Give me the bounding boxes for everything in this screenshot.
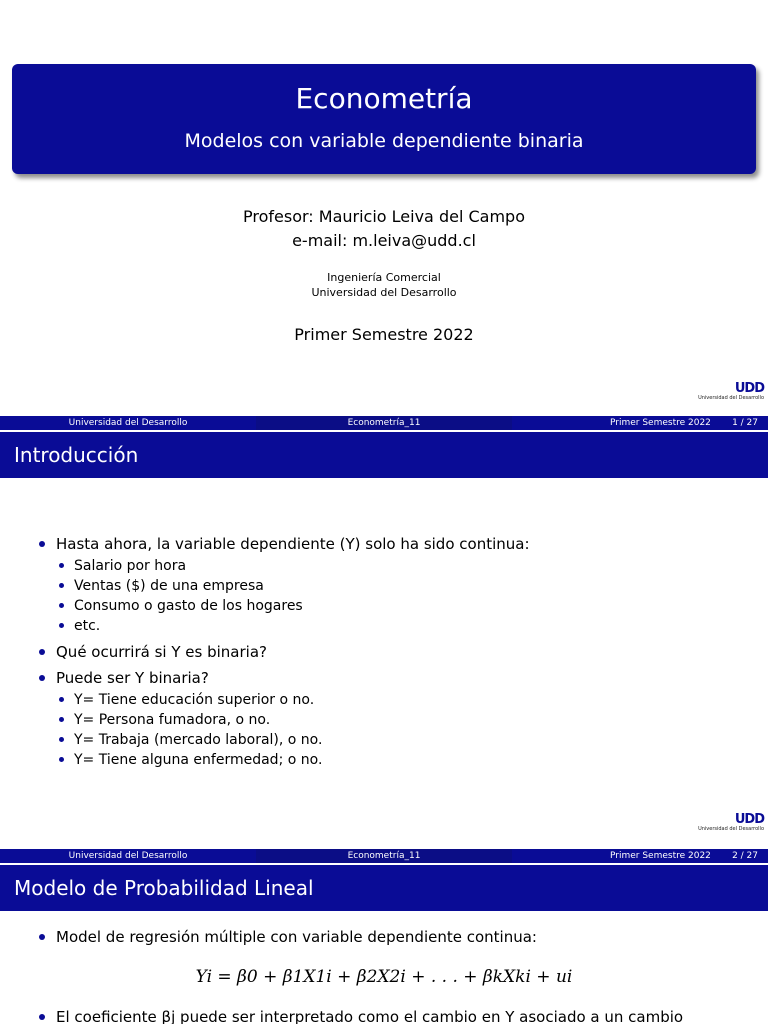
bullet-list: [36, 927, 537, 953]
date: Primer Semestre 2022: [294, 325, 474, 344]
bullet-list: [36, 534, 530, 776]
bullet-text: Hasta ahora, la variable dependiente (Y) solo ha sido continua:: [56, 535, 530, 553]
logo-text: Universidad del Desarrollo: [698, 826, 764, 832]
footer-right: [512, 849, 768, 863]
list-item: Ventas ($) de una empresa: [56, 576, 530, 596]
program: Ingeniería Comercial: [327, 271, 441, 284]
list-item: Y= Tiene alguna enfermedad; o no.: [56, 750, 530, 770]
footer-left: Universidad del Desarrollo: [0, 849, 256, 863]
page-number: 1 / 27: [732, 418, 758, 428]
sub-list: [56, 690, 530, 770]
professor-name: Profesor: Mauricio Leiva del Campo: [243, 207, 525, 226]
list-item: Qué ocurrirá si Y es binaria?: [36, 642, 530, 662]
list-item: [36, 534, 530, 636]
bullet-text: Puede ser Y binaria?: [56, 669, 209, 687]
list-item: [36, 668, 530, 770]
footer-center: Econometría_11: [256, 416, 512, 430]
list-item: etc.: [56, 616, 530, 636]
frame-title: Modelo de Probabilidad Lineal: [0, 865, 768, 911]
slide-mpl: [0, 863, 768, 1024]
list-item: Y= Persona fumadora, o no.: [56, 710, 530, 730]
logo-mark: UDD: [734, 381, 764, 396]
footer-bar: [0, 416, 768, 430]
footer-center: Econometría_11: [256, 849, 512, 863]
list-item: Consumo o gasto de los hogares: [56, 596, 530, 616]
presentation-subtitle: Modelos con variable dependiente binaria: [184, 130, 584, 152]
list-item: Y= Trabaja (mercado laboral), o no.: [56, 730, 530, 750]
email: e-mail: m.leiva@udd.cl: [292, 231, 476, 250]
title-box: [12, 64, 756, 174]
university: Universidad del Desarrollo: [311, 286, 457, 299]
udd-logo: [692, 813, 764, 833]
author-block: [0, 205, 768, 253]
list-item: Salario por hora: [56, 556, 530, 576]
footer-date: Primer Semestre 2022: [610, 418, 711, 428]
sub-list: [56, 556, 530, 636]
slide-title: [0, 0, 768, 416]
footer-right: [512, 416, 768, 430]
udd-logo: [692, 382, 764, 402]
list-item: Y= Tiene educación superior o no.: [56, 690, 530, 710]
slide-introduccion: [0, 430, 768, 850]
list-item: El coeficiente βj puede ser interpretado como el cambio en Y asociado a un cambio: [36, 1007, 683, 1024]
frame-title: Introducción: [0, 432, 768, 478]
page-number: 2 / 27: [732, 851, 758, 861]
institution-block: [0, 270, 768, 300]
regression-equation: Yi = β0 + β1X1i + β2X2i + . . . + βkXki + ui: [195, 967, 573, 987]
bullet-list: [36, 1007, 683, 1024]
footer-date: Primer Semestre 2022: [610, 851, 711, 861]
logo-mark: UDD: [734, 812, 764, 827]
logo-text: Universidad del Desarrollo: [698, 395, 764, 401]
footer-bar: [0, 849, 768, 863]
list-item: Model de regresión múltiple con variable dependiente continua:: [36, 927, 537, 947]
footer-left: Universidad del Desarrollo: [0, 416, 256, 430]
presentation-title: Econometría: [295, 82, 473, 115]
